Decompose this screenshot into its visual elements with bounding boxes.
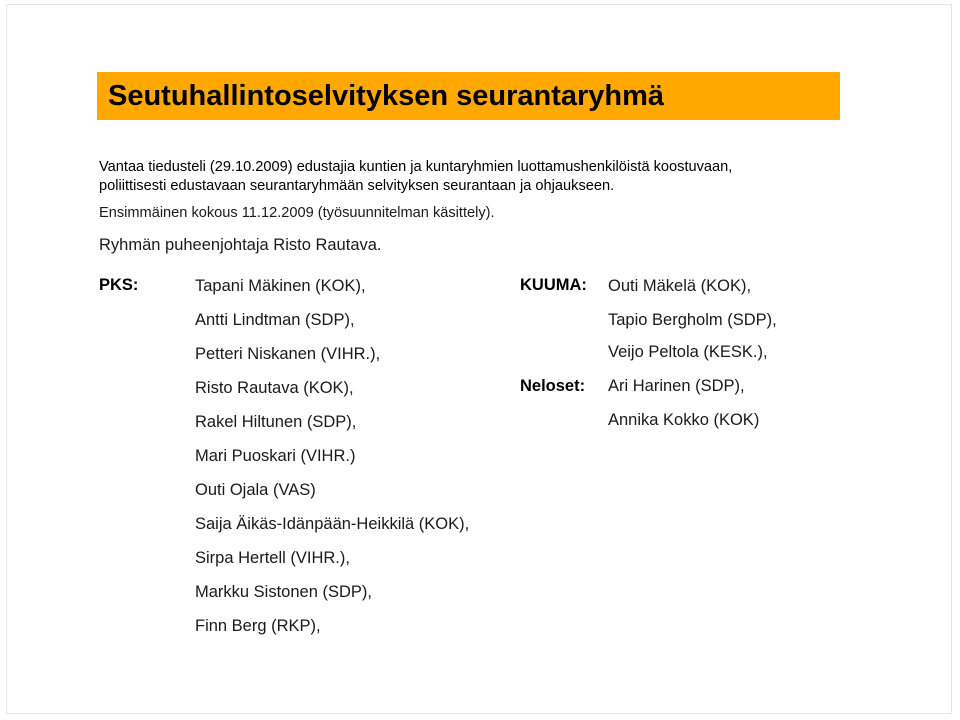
group-label-kuuma: KUUMA: [520,276,587,294]
first-meeting-text: Ensimmäinen kokous 11.12.2009 (työsuunnitelman käsittely). [99,205,495,221]
pks-member: Petteri Niskanen (VIHR.), [195,345,381,363]
pks-member: Risto Rautava (KOK), [195,379,354,397]
pks-member: Finn Berg (RKP), [195,617,321,635]
intro-line-1: Vantaa tiedusteli (29.10.2009) edustajia kuntien ja kuntaryhmien luottamushenkilöistä koostuvaan, [99,159,733,175]
pks-member: Saija Äikäs-Idänpään-Heikkilä (KOK), [195,515,470,533]
pks-member: Rakel Hiltunen (SDP), [195,413,357,431]
pks-member: Antti Lindtman (SDP), [195,311,355,329]
chair-text: Ryhmän puheenjohtaja Risto Rautava. [99,236,382,254]
pks-member: Markku Sistonen (SDP), [195,583,372,601]
pks-member: Sirpa Hertell (VIHR.), [195,549,350,567]
kuuma-member: Tapio Bergholm (SDP), [608,311,777,329]
kuuma-member: Outi Mäkelä (KOK), [608,277,752,295]
pks-member: Tapani Mäkinen (KOK), [195,277,366,295]
kuuma-member: Veijo Peltola (KESK.), [608,343,768,361]
slide-title: Seutuhallintoselvityksen seurantaryhmä [108,79,665,112]
intro-paragraph [99,158,859,196]
neloset-member: Annika Kokko (KOK) [608,411,760,429]
neloset-member: Ari Harinen (SDP), [608,377,745,395]
group-label-neloset: Neloset: [520,377,586,395]
group-label-pks: PKS: [99,276,139,294]
pks-member: Mari Puoskari (VIHR.) [195,447,356,465]
intro-line-2: poliittisesti edustavaan seurantaryhmään selvityksen seurantaan ja ohjaukseen. [99,178,615,194]
title-bar [97,72,840,120]
pks-member: Outi Ojala (VAS) [195,481,316,499]
